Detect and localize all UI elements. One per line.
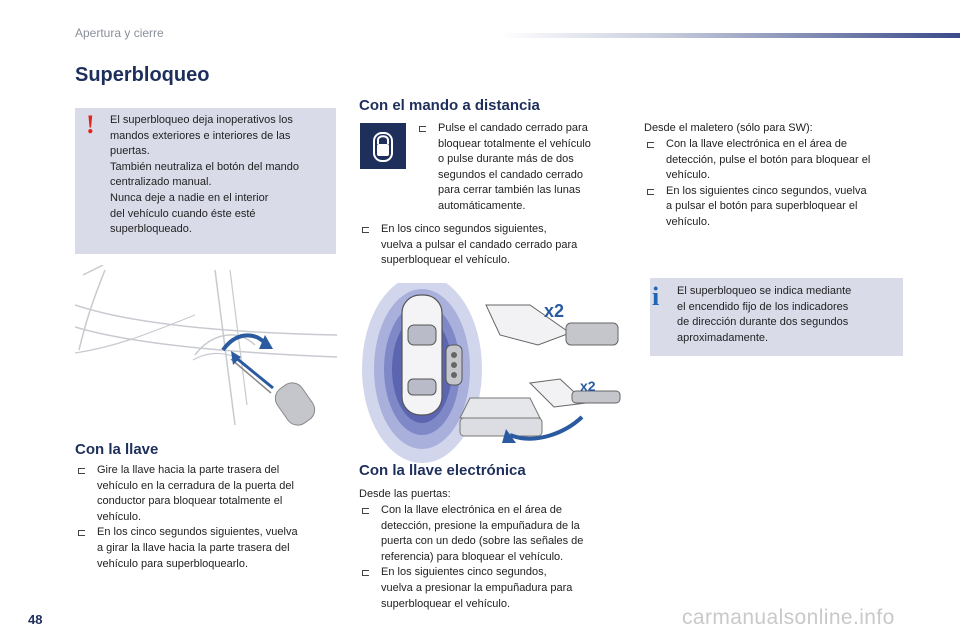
list-item: En los siguientes cinco segundos, vuelva a presionar la empuñadura para superbloquear el vehículo. <box>359 565 629 612</box>
car-illustration <box>360 283 622 465</box>
remote-bullet-1 <box>416 121 626 215</box>
list-item: En los cinco segundos siguientes, vuelva a girar la llave hacia la parte trasera del vehículo para superbloquearlo. <box>75 525 340 572</box>
info-text: El superbloqueo se indica mediante el encendido fijo de los indicadores de dirección durante dos segundos aproximadamente. <box>677 285 852 344</box>
list-item: En los cinco segundos siguientes, vuelva a pulsar el candado cerrado para superbloquear el vehículo. <box>359 222 624 269</box>
key-lock-illustration <box>75 265 337 430</box>
electronic-intro: Desde las puertas: <box>359 488 451 500</box>
page-number: 48 <box>28 612 43 627</box>
electronic-key-section-title: Con la llave electrónica <box>359 462 526 479</box>
electronic-bullets <box>359 503 629 612</box>
list-item: Pulse el candado cerrado para bloquear totalmente el vehículo o pulse durante más de dos segundos el candado cerrado para cerrar también las lunas automáticamente. <box>416 121 626 215</box>
remote-bullet-2 <box>359 222 624 269</box>
watermark: carmanualsonline.info <box>682 606 895 629</box>
page-title: Superbloqueo <box>75 64 210 86</box>
double-press-label-small: x2 <box>580 378 596 394</box>
key-section-title: Con la llave <box>75 441 159 458</box>
list-item: Gire la llave hacia la parte trasera del vehículo en la cerradura de la puerta del conductor para bloquear totalmente el vehículo. <box>75 463 340 525</box>
trunk-intro: Desde el maletero (sólo para SW): <box>644 122 813 134</box>
padlock-closed-icon <box>360 123 406 169</box>
key-section-bullets <box>75 463 340 572</box>
double-press-label: x2 <box>544 301 565 321</box>
header-bar <box>500 33 960 38</box>
warning-icon: ! <box>86 110 95 139</box>
remote-section-title: Con el mando a distancia <box>359 97 540 114</box>
info-icon: i <box>652 282 660 311</box>
warning-text: El superbloqueo deja inoperativos los mandos exteriores e interiores de las puertas. También neutraliza el botón del mando centralizado manual. Nunca deje a nadie en el interior del vehículo cuando éste esté superbloqueado. <box>110 114 299 236</box>
list-item: En los siguientes cinco segundos, vuelva a pulsar el botón para superbloquear el vehículo. <box>644 184 909 231</box>
list-item: Con la llave electrónica en el área de detección, pulse el botón para bloquear el vehículo. <box>644 137 909 184</box>
list-item: Con la llave electrónica en el área de detección, presione la empuñadura de la puerta con un dedo (sobre las señales de referencia) para bloquear el vehículo. <box>359 503 629 565</box>
trunk-bullets <box>644 137 909 231</box>
section-header: Apertura y cierre <box>75 26 164 40</box>
